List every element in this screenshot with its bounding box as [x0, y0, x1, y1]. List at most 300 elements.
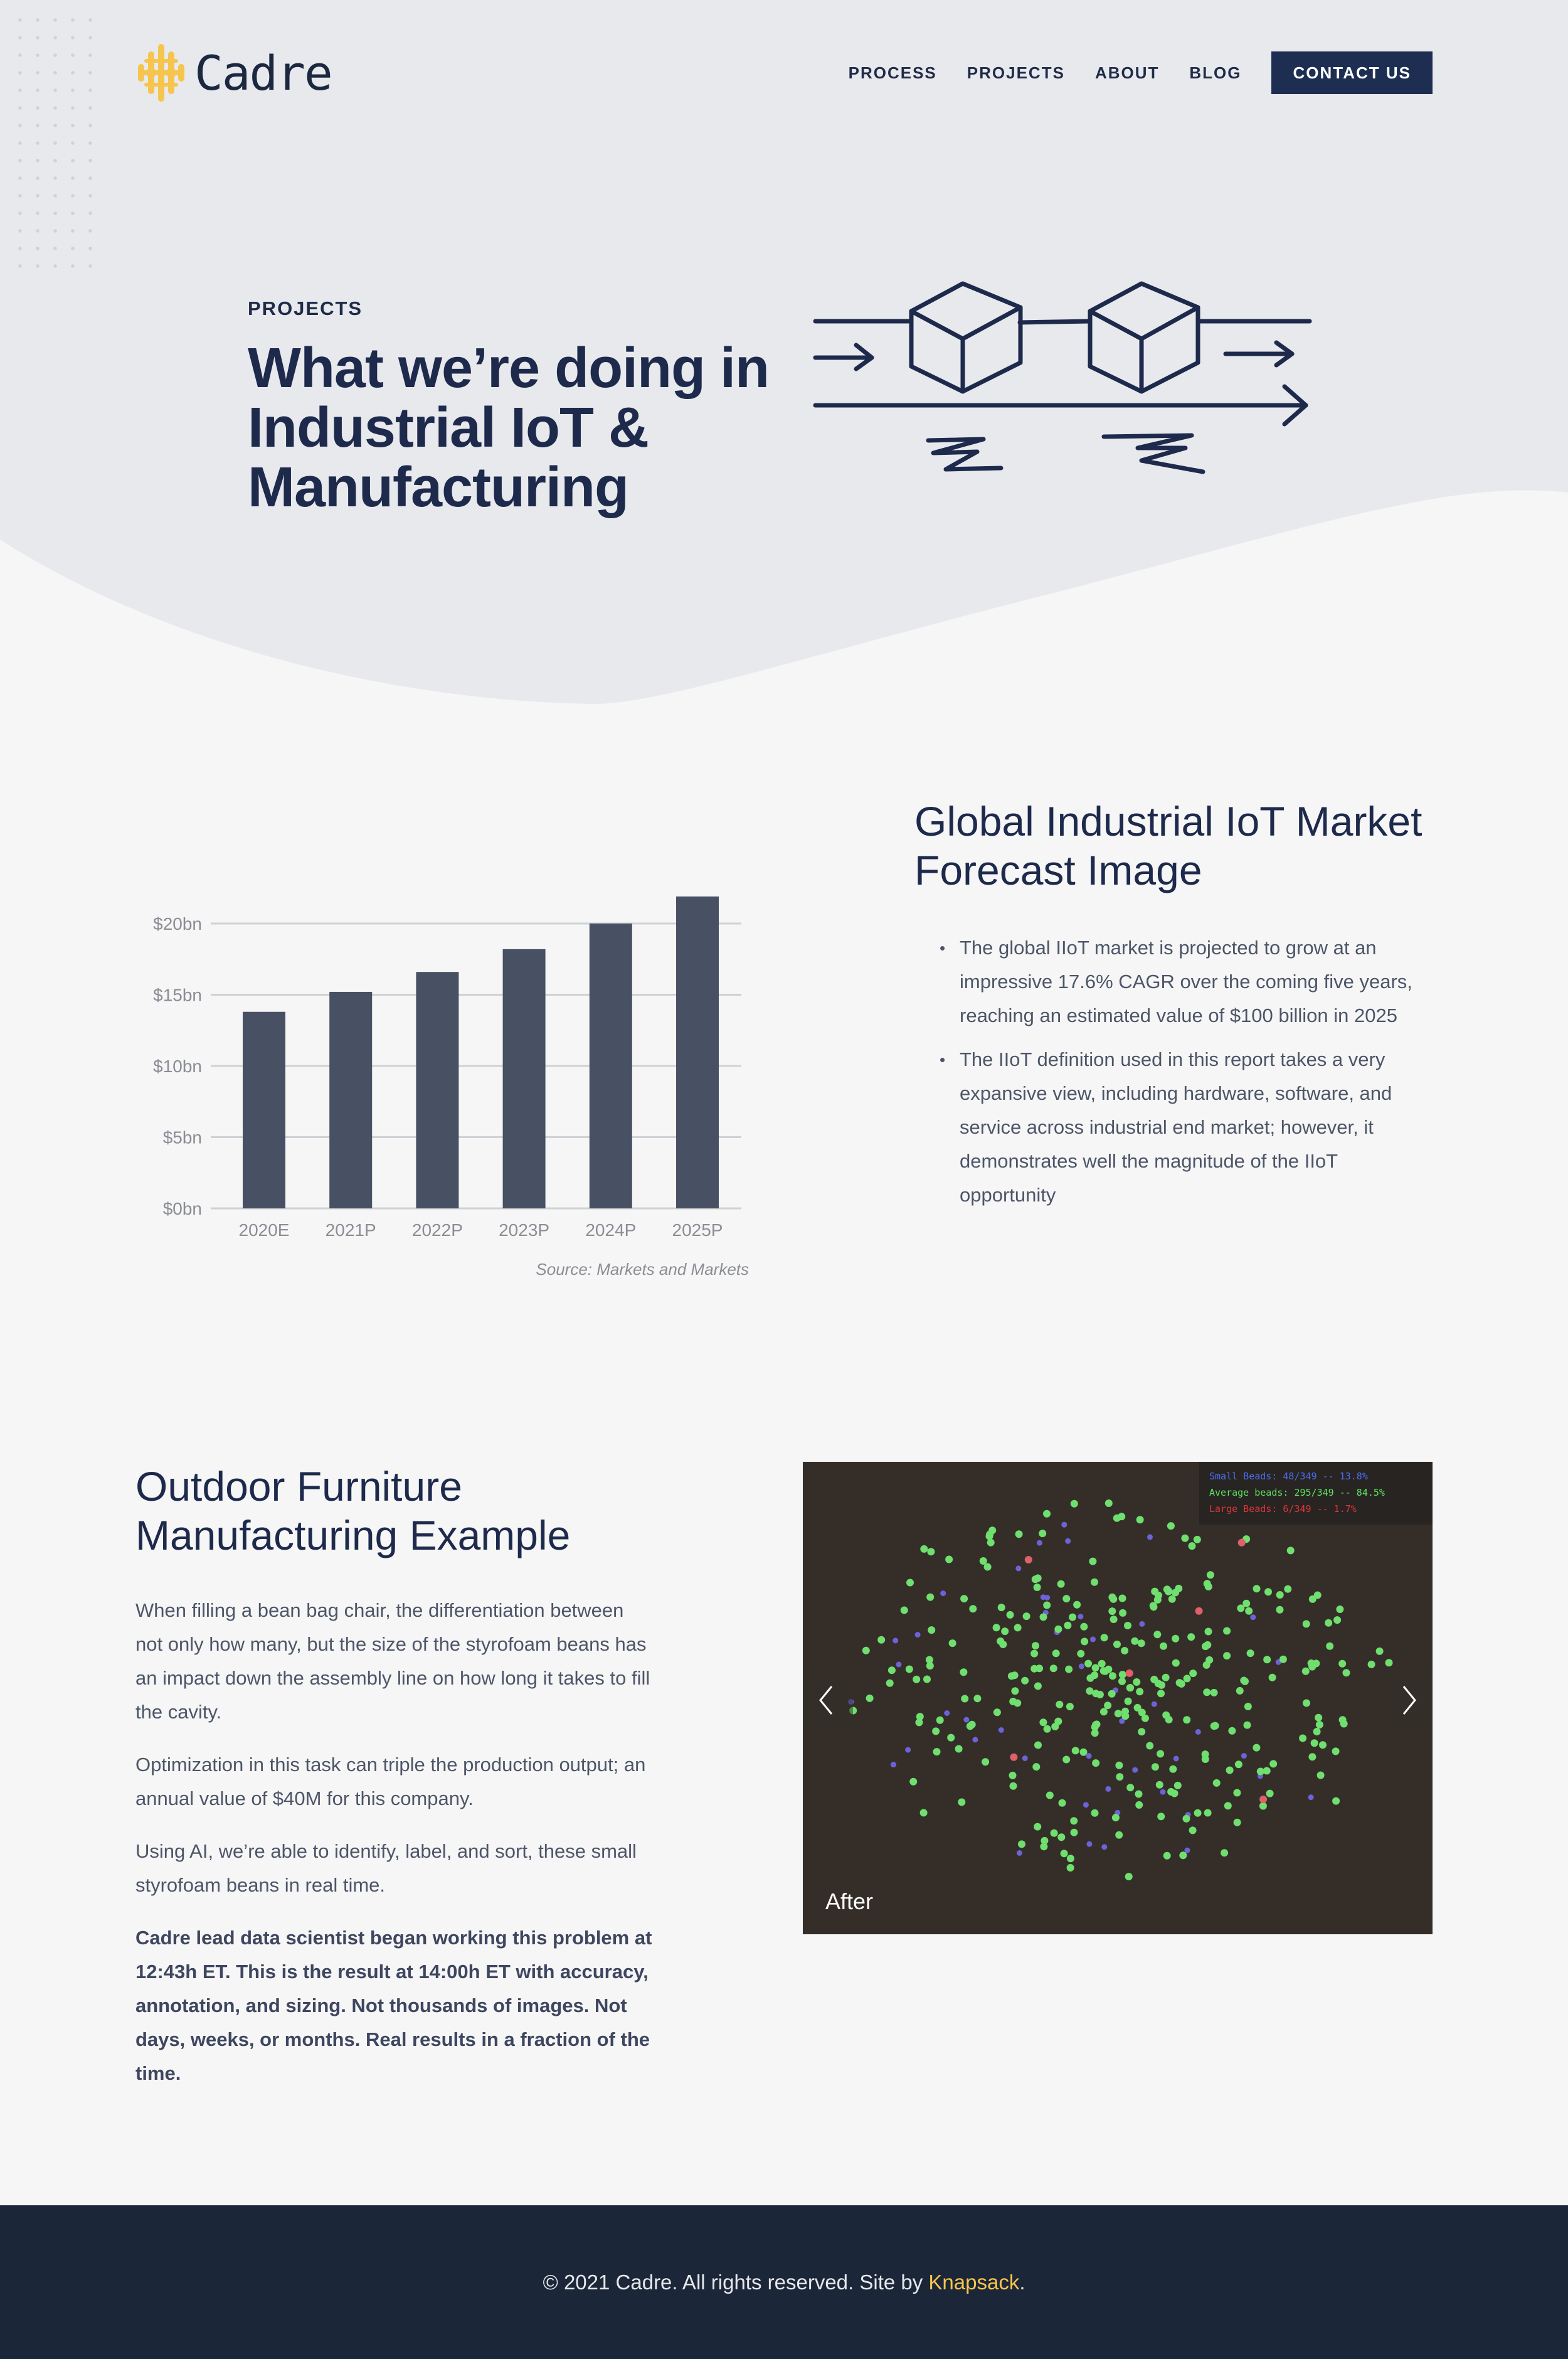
bead-marker [1100, 1708, 1108, 1715]
bead-marker [1195, 1607, 1203, 1615]
forecast-section [914, 797, 1435, 1222]
bead-marker [1073, 1601, 1081, 1609]
bead-marker [1325, 1619, 1332, 1627]
bead-marker [1235, 1760, 1242, 1768]
bead-marker [1025, 1556, 1032, 1563]
bead-marker [1052, 1649, 1060, 1657]
bead-marker [1204, 1809, 1212, 1817]
bead-marker [1071, 1500, 1078, 1508]
bead-marker [949, 1639, 956, 1647]
bead-marker [947, 1734, 955, 1742]
bead-marker [1302, 1668, 1310, 1675]
bead-marker [1165, 1588, 1172, 1595]
chevron-left-icon [803, 1669, 853, 1732]
bead-marker [1223, 1627, 1231, 1635]
list-item: • The IIoT definition used in this report takes a very expansive view, including hardware, software, and service across industrial end market; however, it demonstrates well the magnitude of the IIoT opportunity [914, 1043, 1435, 1212]
bead-marker [1253, 1744, 1260, 1752]
bead-marker [1037, 1540, 1042, 1546]
bead-marker [1091, 1729, 1099, 1737]
bead-marker [1093, 1720, 1101, 1728]
bead-marker [1115, 1710, 1122, 1717]
bead-marker [1079, 1663, 1084, 1669]
bead-marker [1303, 1700, 1310, 1707]
slider-prev-button[interactable] [803, 1669, 853, 1732]
bead-marker [1041, 1837, 1048, 1845]
bead-marker [1244, 1703, 1252, 1710]
bead-marker [1116, 1773, 1123, 1781]
list-item: • The global IIoT market is projected to grow at an impressive 17.6% CAGR over the coming five years, reaching an estimated value of $100 billion in 2025 [914, 931, 1435, 1033]
copyright-text: © 2021 Cadre. All rights reserved. Site by [543, 2271, 929, 2294]
bead-marker [986, 1531, 993, 1538]
bead-marker [1080, 1623, 1088, 1631]
bead-marker [1067, 1855, 1074, 1862]
bead-marker [932, 1727, 940, 1735]
bead-marker [1022, 1755, 1028, 1761]
bead-marker [1172, 1635, 1179, 1643]
bead-marker [1138, 1728, 1145, 1735]
iiot-forecast-chart [135, 878, 763, 1286]
bead-marker [1332, 1747, 1340, 1755]
bead-marker [1081, 1637, 1088, 1645]
bead-marker [1157, 1813, 1165, 1820]
bead-marker [1205, 1628, 1212, 1636]
bead-stats-overlay [1199, 1462, 1433, 1525]
bead-marker [1207, 1571, 1214, 1579]
bead-marker [862, 1647, 870, 1654]
page-title: What we’re doing in Industrial IoT & Manufacturing [248, 337, 769, 519]
bead-marker [1236, 1687, 1244, 1695]
bead-marker [1132, 1767, 1138, 1773]
bead-marker [1240, 1677, 1248, 1685]
bead-marker [1086, 1841, 1092, 1847]
knapsack-link[interactable]: Knapsack [928, 2271, 1020, 2294]
x-tick-label: 2020E [238, 1220, 290, 1240]
chart-source: Source: Markets and Markets [536, 1260, 749, 1279]
hero-section [0, 0, 1568, 709]
bead-marker [1108, 1607, 1116, 1615]
bead-marker [1172, 1659, 1180, 1667]
bead-marker [1226, 1767, 1234, 1774]
bead-marker [896, 1662, 902, 1668]
bead-marker [1155, 1592, 1162, 1599]
bead-marker [1112, 1814, 1120, 1821]
bead-marker [987, 1539, 995, 1547]
bead-marker [923, 1676, 931, 1683]
forecast-bullets [914, 931, 1435, 1212]
bead-marker [1090, 1636, 1096, 1642]
bead-marker [1316, 1721, 1323, 1728]
bead-marker [955, 1745, 963, 1753]
bead-marker [1259, 1803, 1267, 1810]
bead-marker [998, 1604, 1005, 1611]
bead-marker [1108, 1594, 1116, 1601]
bead-marker [1259, 1796, 1267, 1803]
forecast-title: Global Industrial IoT Market Forecast Image [914, 798, 1422, 893]
bead-marker [1238, 1539, 1246, 1547]
bead-marker [1105, 1499, 1113, 1507]
bead-marker [1205, 1583, 1212, 1590]
bead-marker [1173, 1756, 1179, 1762]
decorative-dot-grid [11, 11, 99, 269]
bead-marker [1138, 1709, 1146, 1717]
bead-marker [1041, 1594, 1046, 1600]
bead-marker [1113, 1641, 1121, 1648]
bead-marker [1138, 1639, 1145, 1647]
bead-marker [1276, 1606, 1284, 1614]
bead-marker [1039, 1718, 1047, 1726]
bead-marker [1064, 1622, 1071, 1629]
large-beads-stat: Large Beads: 6/349 -- 1.7% [1209, 1503, 1357, 1515]
bead-marker [877, 1636, 885, 1644]
bead-marker [1066, 1703, 1074, 1710]
bead-marker [1234, 1819, 1241, 1826]
bead-marker [1333, 1616, 1341, 1624]
bead-marker [1326, 1643, 1333, 1650]
bead-marker [1250, 1614, 1256, 1620]
bead-marker [1014, 1624, 1022, 1631]
bead-marker [1062, 1756, 1070, 1764]
bead-marker [958, 1798, 965, 1806]
bead-marker [1136, 1688, 1143, 1695]
bead-detection-image [803, 1462, 1433, 1934]
bead-marker [1150, 1602, 1157, 1609]
bead-marker [1263, 1767, 1271, 1775]
bead-marker [1062, 1595, 1070, 1602]
bead-marker [1156, 1781, 1163, 1789]
bead-marker [1338, 1660, 1346, 1668]
bead-marker [1167, 1522, 1175, 1530]
bead-marker [993, 1624, 1000, 1631]
bead-marker [1050, 1664, 1057, 1672]
bead-marker [1313, 1728, 1321, 1735]
logo-wordmark: Cadre [194, 45, 332, 101]
bead-marker [1126, 1784, 1134, 1791]
bead-marker [1195, 1729, 1201, 1735]
bead-marker [1253, 1585, 1261, 1592]
bead-marker [1086, 1675, 1094, 1682]
bead-marker [1189, 1669, 1197, 1677]
bead-marker [1057, 1580, 1065, 1588]
bead-marker [982, 1758, 989, 1765]
bead-marker [928, 1626, 935, 1634]
bead-marker [963, 1717, 969, 1723]
bead-marker [993, 1708, 1001, 1716]
bead-marker [1167, 1788, 1175, 1796]
bead-marker [1057, 1833, 1065, 1841]
bead-marker [1210, 1722, 1218, 1730]
nav-about[interactable]: ABOUT [1094, 63, 1160, 82]
bead-marker [1032, 1763, 1040, 1771]
bead-marker [1089, 1558, 1096, 1565]
bead-marker [1317, 1772, 1325, 1779]
bead-marker [927, 1548, 935, 1555]
bead-marker [1034, 1742, 1042, 1749]
bead-marker [1210, 1689, 1218, 1696]
bead-marker [1040, 1613, 1047, 1621]
chart-bar [676, 897, 719, 1208]
nav-projects[interactable]: PROJECTS [967, 63, 1065, 82]
logo[interactable] [135, 41, 332, 104]
bead-marker [967, 1722, 974, 1730]
bead-marker [973, 1695, 981, 1702]
copyright [0, 2205, 1568, 2359]
bead-marker [1110, 1616, 1118, 1623]
bead-marker [936, 1717, 944, 1724]
bead-marker [1113, 1515, 1121, 1522]
bead-marker [1269, 1760, 1277, 1767]
bead-marker [1228, 1727, 1236, 1735]
bead-marker [945, 1556, 953, 1563]
bead-marker [1105, 1786, 1111, 1792]
conveyor-boxes-illustration [809, 270, 1330, 483]
bead-marker [1001, 1627, 1009, 1635]
bead-marker [1124, 1622, 1131, 1629]
bead-marker [1187, 1633, 1195, 1641]
bead-marker [1139, 1621, 1145, 1627]
bead-marker [1175, 1585, 1182, 1592]
bead-marker [1051, 1829, 1058, 1837]
bar-chart [135, 878, 763, 1255]
bead-marker [969, 1605, 977, 1612]
bead-marker [1247, 1649, 1254, 1657]
bead-marker [1163, 1852, 1171, 1860]
bead-marker [1010, 1754, 1017, 1761]
x-tick-label: 2021P [325, 1220, 376, 1240]
bead-marker [1162, 1674, 1170, 1681]
chart-bar [329, 992, 372, 1208]
bead-marker [1194, 1809, 1202, 1817]
bead-marker [1135, 1791, 1143, 1798]
site-header [135, 41, 1433, 104]
bead-marker [1284, 1585, 1291, 1593]
bead-marker [1126, 1684, 1134, 1691]
bead-marker [1118, 1678, 1126, 1685]
nav-process[interactable]: PROCESS [848, 63, 937, 82]
bead-marker [960, 1668, 967, 1676]
bead-marker [926, 1594, 934, 1601]
bead-marker [1339, 1716, 1347, 1723]
bead-marker [1202, 1750, 1209, 1758]
bead-marker [1269, 1674, 1276, 1681]
bead-marker [1091, 1579, 1098, 1586]
bead-marker [1245, 1607, 1253, 1615]
bead-marker [1119, 1609, 1126, 1617]
bead-marker [886, 1680, 894, 1687]
bead-marker [1071, 1829, 1078, 1836]
bead-marker [1233, 1789, 1241, 1797]
bead-marker [1203, 1688, 1210, 1696]
bead-marker [1264, 1588, 1272, 1595]
bead-marker [1086, 1687, 1093, 1695]
bead-marker [1168, 1595, 1176, 1603]
furniture-section [135, 1462, 656, 2090]
bead-marker [999, 1727, 1004, 1733]
bead-marker [1308, 1753, 1316, 1760]
chart-bar [590, 924, 632, 1208]
bead-marker [1030, 1650, 1038, 1658]
copyright-suffix: . [1019, 2271, 1025, 2294]
bead-marker [1115, 1762, 1123, 1769]
bead-marker [1319, 1741, 1327, 1749]
bead-marker [1263, 1656, 1271, 1663]
bead-marker [905, 1747, 911, 1753]
bead-marker [920, 1809, 928, 1816]
bead-marker [1174, 1782, 1182, 1789]
bead-marker [1308, 1659, 1315, 1667]
bead-marker [1189, 1826, 1197, 1834]
bead-marker [1018, 1840, 1025, 1848]
bead-marker [1034, 1682, 1042, 1690]
bead-marker [1039, 1530, 1046, 1537]
hero-eyebrow: PROJECTS [248, 297, 363, 319]
furniture-paragraph: Optimization in this task can triple the production output; an annual value of $40M for this company. [135, 1754, 646, 1809]
bead-marker [1092, 1664, 1099, 1671]
bead-marker [1121, 1647, 1128, 1654]
bead-marker [1146, 1742, 1153, 1750]
bead-marker [1133, 1678, 1140, 1686]
bead-marker [1152, 1763, 1159, 1771]
bead-marker [1194, 1536, 1201, 1543]
slide-caption: After [825, 1888, 874, 1914]
bead-marker [933, 1748, 941, 1755]
bead-marker [1126, 1669, 1133, 1677]
bead-marker [1311, 1739, 1318, 1747]
bead-marker [1115, 1831, 1123, 1839]
bead-marker [1014, 1700, 1021, 1707]
bead-marker [1032, 1642, 1039, 1649]
bead-marker [1336, 1606, 1343, 1613]
contact-us-button[interactable]: CONTACT US [1271, 51, 1433, 94]
bead-marker [1241, 1753, 1247, 1759]
bead-marker [1157, 1750, 1164, 1757]
furniture-paragraph: Using AI, we’re able to identify, label, and sort, these small styrofoam beans in real time. [135, 1840, 637, 1896]
bead-marker [944, 1710, 950, 1716]
bead-marker [1376, 1648, 1384, 1655]
bead-marker [1011, 1671, 1019, 1679]
bead-marker [1332, 1797, 1340, 1805]
bead-marker [1287, 1547, 1295, 1554]
bead-marker [888, 1666, 896, 1674]
bead-marker [1021, 1677, 1029, 1685]
bead-marker [1299, 1735, 1306, 1742]
bead-marker [1179, 1851, 1187, 1859]
bead-marker [1184, 1675, 1191, 1682]
bead-detection-slider[interactable] [803, 1462, 1433, 1934]
chart-bar [416, 972, 458, 1208]
bead-marker [1131, 1637, 1138, 1645]
bead-marker [1010, 1782, 1017, 1790]
bead-marker [1136, 1516, 1144, 1523]
bead-marker [1242, 1600, 1250, 1607]
chevron-right-icon [1382, 1669, 1433, 1732]
bead-marker [1343, 1669, 1350, 1676]
bead-marker [1119, 1595, 1126, 1602]
bead-marker [1205, 1656, 1213, 1664]
bead-marker [1084, 1660, 1092, 1668]
bead-marker [1153, 1631, 1161, 1638]
bead-marker [1224, 1802, 1232, 1809]
bead-marker [1119, 1671, 1126, 1678]
bead-marker [1160, 1643, 1167, 1650]
bead-marker [926, 1662, 934, 1669]
bead-marker [1368, 1661, 1375, 1668]
bead-marker [866, 1695, 874, 1702]
y-tick-label: $5bn [162, 1127, 202, 1148]
bead-marker [915, 1632, 921, 1637]
bead-marker [1069, 1614, 1076, 1621]
bead-marker [1056, 1701, 1063, 1708]
furniture-emphasis: Cadre lead data scientist began working this problem at 12:43h ET. This is the result at 14:00h ET with accuracy, annotation, and sizing. Not thousands of images. Not days, weeks, or months. Real results in a fraction of the time. [135, 1927, 652, 2084]
bead-marker [1043, 1510, 1051, 1518]
small-beads-stat: Small Beads: 48/349 -- 13.8% [1209, 1471, 1368, 1482]
x-tick-label: 2025P [672, 1220, 723, 1240]
bead-marker [1043, 1602, 1051, 1609]
bead-marker [913, 1676, 920, 1683]
bead-marker [1092, 1759, 1099, 1767]
bead-marker [1309, 1595, 1316, 1603]
bead-marker [1054, 1626, 1062, 1633]
bead-marker [1098, 1660, 1106, 1668]
bead-marker [906, 1579, 914, 1587]
bead-marker [1276, 1591, 1284, 1599]
bead-marker [961, 1695, 968, 1703]
bead-marker [1152, 1701, 1157, 1707]
bead-marker [1204, 1641, 1211, 1649]
bead-marker [1315, 1714, 1322, 1722]
bead-marker [1160, 1789, 1166, 1795]
bead-marker [1125, 1873, 1133, 1880]
bead-marker [960, 1595, 968, 1602]
bead-marker [1213, 1779, 1221, 1787]
bead-marker [1169, 1765, 1177, 1773]
bead-marker [1244, 1722, 1251, 1729]
site-footer [0, 2205, 1568, 2359]
bead-marker [1121, 1708, 1129, 1715]
bead-marker [1083, 1802, 1089, 1808]
bead-marker [1030, 1665, 1038, 1673]
bead-marker [1147, 1534, 1153, 1540]
y-tick-label: $15bn [153, 985, 202, 1005]
bead-marker [1034, 1574, 1042, 1582]
bead-marker [1072, 1747, 1079, 1754]
cadre-logo-icon [135, 43, 186, 103]
bead-marker [1101, 1844, 1107, 1850]
bead-marker [1067, 1864, 1074, 1872]
bead-marker [1125, 1698, 1132, 1705]
bead-marker [940, 1590, 946, 1596]
slider-next-button[interactable] [1382, 1669, 1433, 1732]
bead-marker [1061, 1522, 1067, 1528]
bead-marker [1078, 1614, 1083, 1619]
bead-marker [1266, 1790, 1274, 1797]
bead-marker [1223, 1652, 1231, 1659]
chart-bar [243, 1012, 285, 1208]
bead-marker [1109, 1672, 1116, 1680]
bead-marker [1017, 1850, 1022, 1856]
bead-marker [1015, 1565, 1021, 1571]
bead-marker [997, 1637, 1004, 1645]
bead-marker [1100, 1667, 1108, 1675]
x-tick-label: 2022P [411, 1220, 463, 1240]
bead-marker [1059, 1799, 1066, 1807]
nav-blog[interactable]: BLOG [1189, 63, 1242, 82]
bead-marker [1007, 1611, 1014, 1619]
bead-marker [906, 1666, 913, 1673]
bead-marker [1183, 1716, 1190, 1723]
bead-marker [1183, 1815, 1190, 1823]
bead-marker [920, 1545, 928, 1553]
bead-marker [1221, 1849, 1228, 1856]
